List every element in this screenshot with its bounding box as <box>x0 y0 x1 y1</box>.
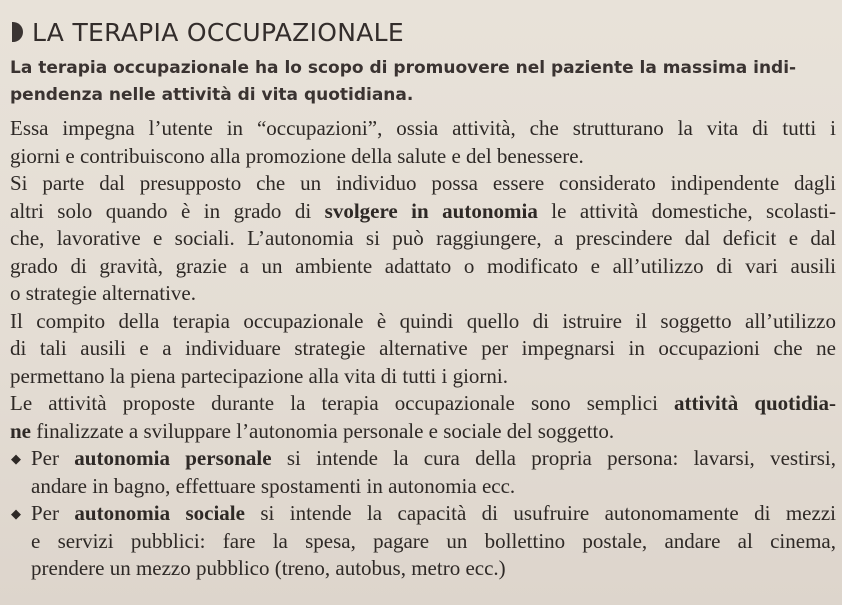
text-line: prendere un mezzo pubblico (treno, autobus, metro ecc.) <box>31 556 506 580</box>
text-line: andare in bagno, effettuare spostamenti in autonomia ecc. <box>31 473 516 498</box>
document-page <box>10 14 836 583</box>
text-line: che, lavorative e sociali. L’autonomia si può raggiungere, a prescindere dal deficit e dal <box>10 226 836 250</box>
paragraph-1 <box>10 115 836 170</box>
emphasis-attivita-quotidiane-end: ne <box>10 418 31 443</box>
bullet-autonomia-sociale <box>10 500 836 583</box>
body-text <box>10 115 836 583</box>
section-title: LA TERAPIA OCCUPAZIONALE <box>32 17 404 47</box>
lead-line: pendenza nelle attività di vita quotidiana. <box>10 85 414 105</box>
emphasis-autonomia-sociale: autonomia sociale <box>74 501 245 525</box>
text-span: le attività domestiche, scolasti- <box>537 198 837 223</box>
emphasis-attivita-quotidiane: attività quotidia- <box>674 391 837 415</box>
text-span: altri solo quando è in grado di <box>10 198 325 223</box>
text-span: Le attività proposte durante la terapia occupazionale sono semplici <box>10 391 675 415</box>
text-span: si intende la cura della propria persona: lavarsi, vestirsi, <box>271 446 836 470</box>
text-line: e servizi pubblici: fare la spesa, pagare un bollettino postale, andare al cinema, <box>31 528 836 553</box>
text-line <box>31 445 836 473</box>
text-line: permettano la piena partecipazione alla vita di tutti i giorni. <box>10 363 508 388</box>
emphasis-svolgere-in-autonomia: svolgere in autonomia <box>324 198 538 223</box>
diamond-bullet-icon: ◆ <box>11 451 21 466</box>
paragraph-4 <box>10 390 836 445</box>
text-line: o strategie alternative. <box>10 281 196 305</box>
lead-line: La terapia occupazionale ha lo scopo di promuovere nel paziente la massima indi- <box>10 58 797 78</box>
paragraph-2 <box>10 170 836 308</box>
text-line: Essa impegna l’utente in “occupazioni”, ossia attività, che strutturano la vita di tutti i <box>10 116 836 140</box>
text-line <box>31 500 836 528</box>
text-line: Il compito della terapia occupazionale è quindi quello di istruire il soggetto all’utilizzo <box>10 308 836 333</box>
section-header <box>10 14 836 50</box>
title-marker-icon <box>12 22 23 42</box>
text-line <box>10 198 836 226</box>
text-line <box>10 418 836 446</box>
text-span: finalizzate a sviluppare l’autonomia personale e sociale del soggetto. <box>31 418 615 443</box>
text-line: giorni e contribuiscono alla promozione della salute e del benessere. <box>10 143 584 168</box>
text-line: Si parte dal presupposto che un individuo possa essere considerato indipendente dagli <box>10 171 836 195</box>
paragraph-3 <box>10 308 836 391</box>
bullet-autonomia-personale <box>10 445 836 500</box>
text-span: Per <box>31 446 75 470</box>
text-span: Per <box>31 501 75 525</box>
emphasis-autonomia-personale: autonomia personale <box>74 446 272 470</box>
text-line <box>10 390 836 418</box>
text-line: di tali ausili e a individuare strategie alternative per impegnarsi in occupazioni che ne <box>10 336 836 360</box>
lead-paragraph <box>10 55 836 109</box>
text-line: grado di gravità, grazie a un ambiente adattato o modificato e all’utilizzo di vari ausili <box>10 253 836 278</box>
text-span: si intende la capacità di usufruire autonomamente di mezzi <box>244 501 836 525</box>
diamond-bullet-icon: ◆ <box>11 506 21 521</box>
